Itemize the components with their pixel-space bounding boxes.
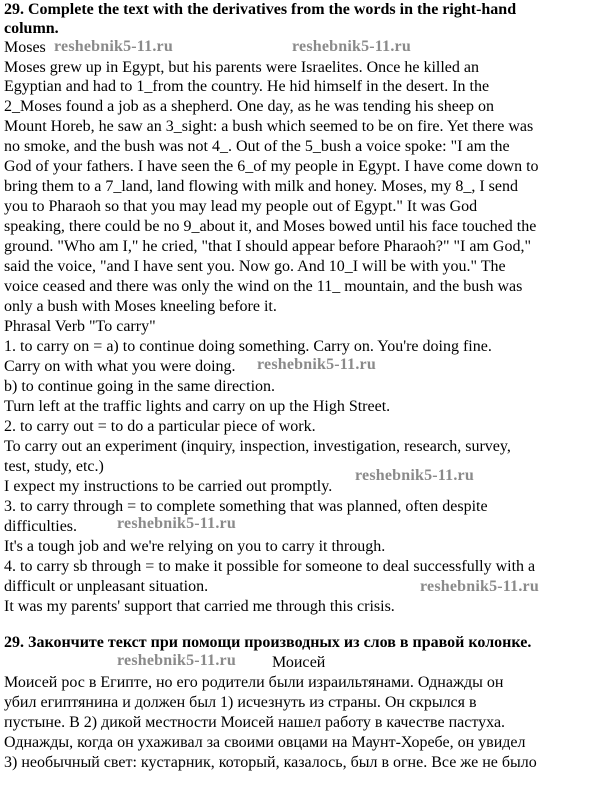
text-line: 1. to carry on = a) to continue doing something. Carry on. You're doing fine. — [4, 338, 492, 355]
exercise-29-title: 29. Complete the text with the derivatives from the words in the right-hand — [4, 1, 517, 18]
text-line: It's a tough job and we're relying on you to carry it through. — [4, 538, 386, 555]
phrasal-verb-heading: Phrasal Verb "To carry" — [4, 318, 156, 335]
watermark: reshebnik5-11.ru — [117, 652, 236, 669]
watermark: reshebnik5-11.ru — [257, 356, 376, 373]
text-line: b) to continue going in the same direction. — [4, 378, 276, 395]
text-line: 3. to carry through = to complete something that was planned, often despite — [4, 498, 488, 515]
text-line: Carry on with what you were doing. — [4, 358, 236, 375]
text-line: God of your fathers. I have seen the 6_of my people in Egypt. I have come down to — [4, 158, 539, 175]
text-line: difficult or unpleasant situation. — [4, 578, 209, 595]
text-line: speaking, there could be no 9_about it, and Moses bowed until his face touched the — [4, 218, 537, 235]
watermark: reshebnik5-11.ru — [420, 578, 539, 595]
text-line: It was my parents' support that carried me through this crisis. — [4, 598, 395, 615]
watermark: reshebnik5-11.ru — [355, 467, 474, 484]
text-heading-moses: Moses — [4, 39, 46, 56]
text-heading-moses-ru: Моисей — [272, 654, 326, 671]
text-line-ru: Моисей рос в Египте, но его родители были израильтянами. Однажды он — [4, 674, 504, 691]
text-line: To carry out an experiment (inquiry, inspection, investigation, research, survey, — [4, 438, 511, 455]
text-line: difficulties. — [4, 518, 78, 535]
text-line: voice ceased and there was only the wind on the 11_ mountain, and the bush was — [4, 278, 523, 295]
text-line-ru: пустыне. В 2) дикой местности Моисей нашел работу в качестве пастуха. — [4, 714, 506, 731]
exercise-29-title-cont: column. — [4, 20, 59, 37]
text-line: Moses grew up in Egypt, but his parents were Israelites. Once he killed an — [4, 59, 479, 76]
watermark: reshebnik5-11.ru — [117, 515, 236, 532]
text-line: Egyptian and had to 1_from the country. He hid himself in the desert. In the — [4, 78, 490, 95]
text-line: 2_Moses found a job as a shepherd. One day, as he was tending his sheep on — [4, 98, 494, 115]
text-line: 4. to carry sb through = to make it possible for someone to deal successfully with a — [4, 558, 536, 575]
text-line: no smoke, and the bush was not 4_. Out of the 5_bush a voice spoke: "I am the — [4, 138, 510, 155]
text-line: 2. to carry out = to do a particular piece of work. — [4, 418, 316, 435]
text-line: only a bush with Moses kneeling before it. — [4, 298, 277, 315]
text-line: Turn left at the traffic lights and carry on up the High Street. — [4, 398, 391, 415]
text-line-ru: 3) необычный свет: кустарник, который, казалось, был в огне. Все же не было — [4, 754, 537, 771]
exercise-29-title-ru: 29. Закончите текст при помощи производных из слов в правой колонке. — [4, 634, 532, 651]
watermark: reshebnik5-11.ru — [292, 38, 411, 55]
text-line: bring them to a 7_land, land flowing with milk and honey. Moses, my 8_, I send — [4, 178, 519, 195]
text-line: said the voice, "and I have sent you. Now go. And 10_I will be with you." The — [4, 258, 506, 275]
watermark: reshebnik5-11.ru — [54, 38, 173, 55]
text-line: I expect my instructions to be carried out promptly. — [4, 478, 333, 495]
text-line-ru: Однажды, когда он ухаживал за своими овцами на Маунт-Хоребе, он увидел — [4, 734, 526, 751]
text-line: ground. "Who am I," he cried, "that I should appear before Pharaoh?" "I am God," — [4, 238, 532, 255]
text-line: test, study, etc.) — [4, 458, 104, 475]
text-line-ru: убил египтянина и должен был 1) исчезнуть из страны. Он скрылся в — [4, 694, 477, 711]
text-line: Mount Horeb, he saw an 3_sight: a bush which seemed to be on fire. Yet there was — [4, 118, 534, 135]
text-line: you to Pharaoh so that you may lead my people out of Egypt." It was God — [4, 198, 478, 215]
